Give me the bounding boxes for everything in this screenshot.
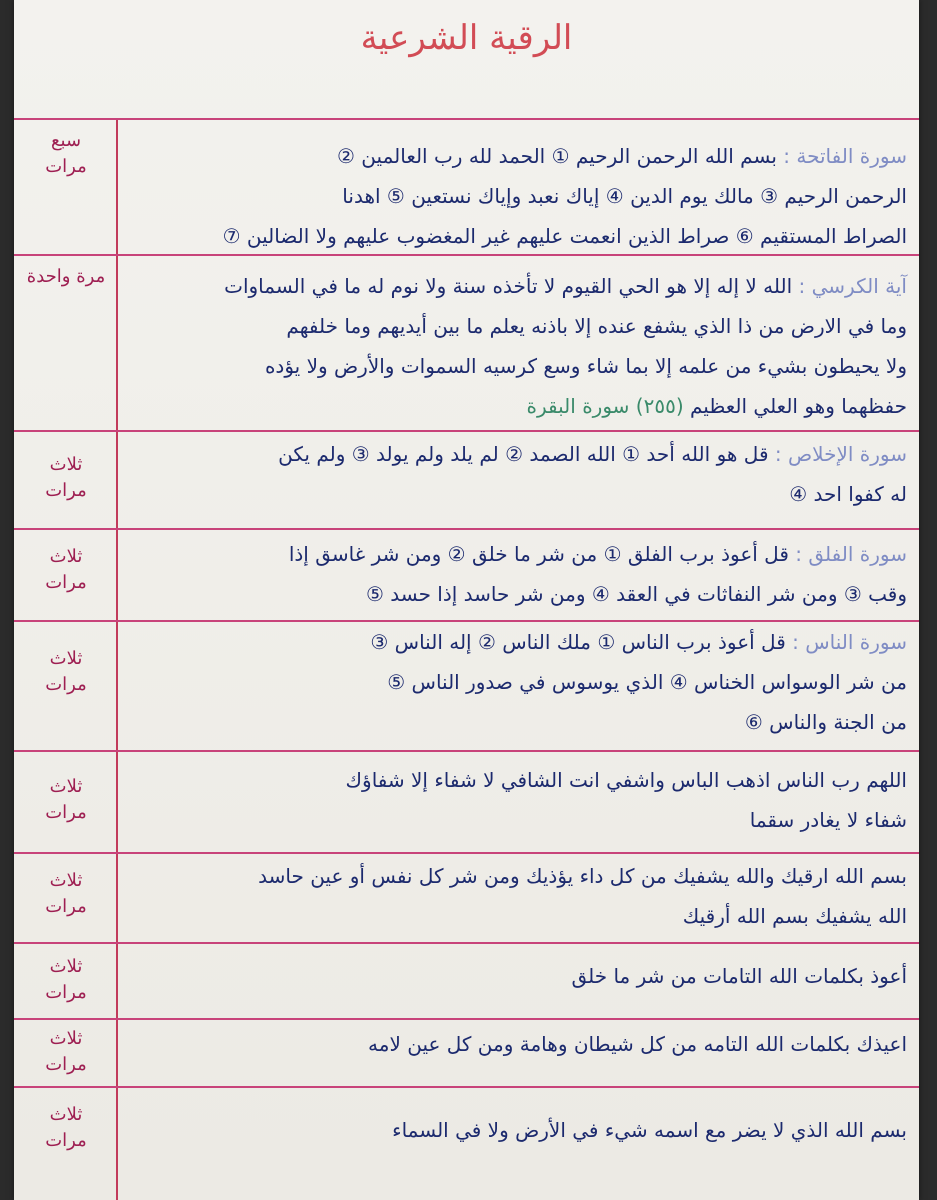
table-row: [14, 254, 919, 432]
text-line: قل أعوذ برب الفلق ① من شر ما خلق ② ومن شر غاسق إذا: [288, 542, 789, 566]
section-label: سورة الناس :: [792, 630, 907, 654]
text-line: من شر الوسواس الخناس ④ الذي يوسوس في صدور الناس ⑤: [387, 670, 907, 694]
table-row: [14, 942, 919, 1020]
repeat-count: ثلاث مرات: [45, 956, 87, 1003]
text-line: قل هو الله أحد ① الله الصمد ② لم يلد ولم يولد ③ ولم يكن: [278, 442, 769, 466]
repeat-count: مرة واحدة: [26, 266, 106, 287]
repeat-count: سبع مرات: [45, 130, 87, 177]
text-line: وقب ③ ومن شر النفاثات في العقد ④ ومن شر حاسد إذا حسد ⑤: [365, 582, 907, 606]
section-label: آية الكرسي :: [798, 274, 907, 298]
repeat-count: ثلاث مرات: [45, 546, 87, 593]
table-row: [14, 1086, 919, 1198]
table-row: [14, 852, 919, 944]
repeat-count: ثلاث مرات: [45, 1028, 87, 1075]
surah-reference: (٢٥٥) سورة البقرة: [526, 394, 684, 418]
text-line: الصراط المستقيم ⑥ صراط الذين انعمت عليهم غير المغضوب عليهم ولا الضالين ⑦: [222, 224, 907, 248]
text-line: الله لا إله إلا هو الحي القيوم لا تأخذه سنة ولا نوم له ما في السماوات: [224, 274, 793, 298]
text-line: ولا يحيطون بشيء من علمه إلا بما شاء وسع كرسيه السموات والأرض ولا يؤده: [264, 354, 907, 378]
row-text: [124, 856, 907, 936]
section-label: سورة الإخلاص :: [774, 442, 907, 466]
row-text: [124, 266, 907, 426]
repeat-count: ثلاث مرات: [45, 648, 87, 695]
text-line: اللهم رب الناس اذهب الباس واشفي انت الشافي لا شفاء إلا شفاؤك: [345, 768, 907, 792]
section-label: سورة الفاتحة :: [783, 144, 907, 168]
text-line: له كفوا احد ④: [789, 482, 907, 506]
text-line: اعيذك بكلمات الله التامه من كل شيطان وهامة ومن كل عين لامه: [368, 1032, 907, 1056]
notebook-page: [14, 0, 919, 1200]
text-line: من الجنة والناس ⑥: [744, 710, 907, 734]
table-row: [14, 528, 919, 622]
text-line: أعوذ بكلمات الله التامات من شر ما خلق: [571, 964, 907, 988]
table-row: [14, 750, 919, 854]
section-label: سورة الفلق :: [795, 542, 907, 566]
text-line: شفاء لا يغادر سقما: [749, 808, 907, 832]
row-text: [124, 622, 907, 742]
repeat-count: ثلاث مرات: [45, 776, 87, 823]
row-text: [124, 534, 907, 614]
text-line: حفظهما وهو العلي العظيم: [689, 394, 907, 418]
row-text: [124, 136, 907, 256]
row-text: [124, 956, 907, 996]
text-line: الرحمن الرحيم ③ مالك يوم الدين ④ إياك نعبد وإياك نستعين ⑤ اهدنا: [342, 184, 907, 208]
text-line: قل أعوذ برب الناس ① ملك الناس ② إله الناس ③: [370, 630, 786, 654]
text-line: بسم الله الرحمن الرحيم ① الحمد لله رب العالمين ②: [337, 144, 777, 168]
repeat-count: ثلاث مرات: [45, 1104, 87, 1151]
row-text: [124, 760, 907, 840]
row-text: [124, 1024, 907, 1064]
table-row: [14, 430, 919, 530]
text-line: بسم الله الذي لا يضر مع اسمه شيء في الأرض ولا في السماء: [392, 1118, 907, 1142]
table-row: [14, 118, 919, 256]
repeat-count: ثلاث مرات: [45, 454, 87, 501]
row-text: [124, 1110, 907, 1150]
text-line: وما في الارض من ذا الذي يشفع عنده إلا باذنه يعلم ما بين أيديهم وما خلفهم: [286, 314, 907, 338]
row-text: [124, 434, 907, 514]
page-title: الرقية الشرعية: [360, 18, 573, 58]
text-line: بسم الله ارقيك والله يشفيك من كل داء يؤذيك ومن شر كل نفس أو عين حاسد: [258, 864, 907, 888]
table-row: [14, 620, 919, 752]
table-row: [14, 1018, 919, 1088]
text-line: الله يشفيك بسم الله أرقيك: [682, 904, 907, 928]
repeat-count: ثلاث مرات: [45, 870, 87, 917]
